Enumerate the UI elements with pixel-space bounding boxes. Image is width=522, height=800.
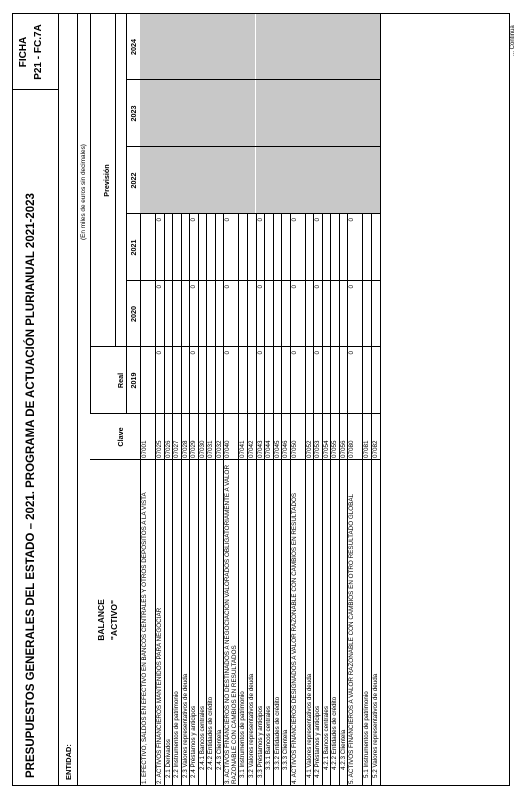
year-heading: 2019 xyxy=(129,372,138,389)
row-code: 07030 xyxy=(198,440,206,458)
shaded-cell xyxy=(273,14,282,80)
row-label: 4.2.2 Entidades de crédito xyxy=(331,696,339,770)
value-cell: 0 xyxy=(314,351,322,355)
shaded-cell xyxy=(281,147,290,214)
row-code: 07052 xyxy=(305,440,313,458)
row-label: 2.1 Derivados xyxy=(164,739,172,778)
row-code: 07055 xyxy=(331,440,339,458)
shaded-cell xyxy=(247,14,256,80)
shaded-cell xyxy=(223,147,238,214)
value-cell: 0 xyxy=(348,218,356,222)
shaded-cell xyxy=(290,14,305,80)
row-label: 4.1 Valores representativos de deuda xyxy=(305,673,313,778)
shaded-cell xyxy=(273,80,282,147)
shaded-cell xyxy=(140,14,155,80)
shaded-cell xyxy=(256,147,265,214)
shaded-cell xyxy=(172,147,181,214)
shaded-cell xyxy=(247,80,256,147)
row-label: 2.4.2 Entidades de crédito xyxy=(207,696,215,770)
shaded-cell xyxy=(164,80,173,147)
value-cell: 0 xyxy=(190,351,198,355)
year-heading: 2024 xyxy=(129,39,138,55)
shaded-cell xyxy=(198,80,207,147)
shaded-cell xyxy=(264,80,273,147)
value-cell: 0 xyxy=(348,351,356,355)
row-code: 07028 xyxy=(181,440,189,458)
shaded-cell xyxy=(238,14,247,80)
value-cell: 0 xyxy=(190,285,198,289)
shaded-cell xyxy=(362,147,371,214)
year-heading: 2021 xyxy=(129,239,138,256)
row-code: 07025 xyxy=(156,440,163,458)
shaded-cell xyxy=(189,147,198,214)
shaded-cell xyxy=(155,80,164,147)
row-code: 07042 xyxy=(247,440,255,458)
shaded-cell xyxy=(322,14,331,80)
shaded-cell xyxy=(223,80,238,147)
shaded-cell xyxy=(347,14,362,80)
year-heading: 2022 xyxy=(129,172,138,189)
shaded-cell xyxy=(371,80,380,147)
value-cell: 0 xyxy=(156,351,163,355)
shaded-cell xyxy=(330,80,339,147)
year-heading: 2023 xyxy=(129,105,138,122)
row-label: 2.4 Préstamos y anticipos xyxy=(190,705,198,778)
value-cell: 0 xyxy=(348,285,356,289)
row-code: 07045 xyxy=(273,440,281,458)
row-label: 3.1 Instrumentos de patrimonio xyxy=(239,691,247,778)
shaded-cell xyxy=(172,14,181,80)
row-code: 07054 xyxy=(322,440,330,458)
prevision-heading: Previsión xyxy=(102,164,111,197)
shaded-cell xyxy=(215,147,224,214)
shaded-cell xyxy=(339,80,348,147)
row-label: 4.2 Préstamos y anticipos xyxy=(314,705,322,778)
shaded-cell xyxy=(215,80,224,147)
shaded-cell xyxy=(198,14,207,80)
row-code: 07053 xyxy=(314,440,322,458)
balance-heading: BALANCE xyxy=(96,599,106,641)
value-cell: 0 xyxy=(290,218,298,222)
value-cell: 0 xyxy=(256,351,264,355)
shaded-cell xyxy=(206,14,215,80)
row-label: 3. ACTIVOS FINANCIEROS NO DESTINADOS A NEGOCIACIÓN VALORADOS OBLIGATORIAMENTE A VALOR RAZONABLE CON CAMBIOS EN RESULTADOS xyxy=(224,465,239,784)
shaded-cell xyxy=(155,147,164,214)
row-code: 07041 xyxy=(239,440,247,458)
shaded-cell xyxy=(140,147,155,214)
row-label: 3.3.1 Bancos centrales xyxy=(265,705,273,770)
shaded-cell xyxy=(347,80,362,147)
value-cell: 0 xyxy=(314,285,322,289)
row-code: 07050 xyxy=(290,440,298,458)
row-label: 2.4.1 Bancos centrales xyxy=(198,705,206,770)
shaded-cell xyxy=(256,80,265,147)
row-code: 07080 xyxy=(348,440,356,458)
row-code: 07032 xyxy=(215,440,223,458)
shaded-cell xyxy=(322,147,331,214)
shaded-cell xyxy=(362,80,371,147)
shaded-cell xyxy=(155,14,164,80)
row-code: 07082 xyxy=(372,440,379,458)
ficha-label: FICHA xyxy=(18,36,29,68)
shaded-cell xyxy=(256,14,265,80)
shaded-cell xyxy=(238,147,247,214)
shaded-cell xyxy=(189,14,198,80)
row-label: 5.1 Instrumentos de patrimonio xyxy=(363,691,371,778)
shaded-cell xyxy=(273,147,282,214)
units-note: (En miles de euros sin decimales) xyxy=(80,144,87,240)
row-label: 5. ACTIVOS FINANCIEROS A VALOR RAZONABLE CON CAMBIOS EN OTRO RESULTADO GLOBAL xyxy=(348,493,356,784)
row-label: 4.2.3 Clientela xyxy=(339,729,347,770)
row-label: 2.2 Instrumentos de patrimonio xyxy=(173,691,181,778)
shaded-cell xyxy=(371,147,380,214)
row-label: 1. EFECTIVO, SALDOS EN EFECTIVO EN BANCOS CENTRALES Y OTROS DEPÓSITOS A LA VISTA xyxy=(141,492,148,784)
shaded-cell xyxy=(215,14,224,80)
entidad-label: ENTIDAD: xyxy=(64,744,73,780)
shaded-cell xyxy=(181,147,190,214)
row-label: 3.3.3 Clientela xyxy=(282,729,290,770)
shaded-cell xyxy=(330,147,339,214)
shaded-cell xyxy=(322,80,331,147)
row-label: 3.3.2 Entidades de crédito xyxy=(273,696,281,770)
shaded-cell xyxy=(305,14,314,80)
shaded-cell xyxy=(264,147,273,214)
row-code: 07001 xyxy=(141,440,148,458)
value-cell: 0 xyxy=(156,218,163,222)
shaded-cell xyxy=(181,14,190,80)
row-label: 2.3 Valores representativos de deuda xyxy=(181,673,189,778)
shaded-cell xyxy=(264,14,273,80)
value-cell: 0 xyxy=(190,218,198,222)
row-label: 2.4.3 Clientela xyxy=(215,729,223,770)
value-cell: 0 xyxy=(224,285,232,289)
shaded-cell xyxy=(223,14,238,80)
row-label: 3.3 Préstamos y anticipos xyxy=(256,705,264,778)
year-heading: 2020 xyxy=(129,306,138,322)
shaded-cell xyxy=(281,14,290,80)
real-heading: Real xyxy=(116,372,125,389)
row-code: 07043 xyxy=(256,440,264,458)
page-title: PRESUPUESTOS GENERALES DEL ESTADO – 2021. PROGRAMA DE ACTUACIÓN PLURIANUAL 2021-2023 xyxy=(25,193,37,778)
row-code: 07031 xyxy=(207,440,215,458)
row-code: 07026 xyxy=(164,440,172,458)
row-label: 4.2.1 Bancos centrales xyxy=(322,705,330,770)
value-cell: 0 xyxy=(314,218,322,222)
shaded-cell xyxy=(371,14,380,80)
shaded-cell xyxy=(362,14,371,80)
shaded-cell xyxy=(164,147,173,214)
shaded-cell xyxy=(198,147,207,214)
value-cell: 0 xyxy=(156,285,163,289)
value-cell: 0 xyxy=(290,285,298,289)
shaded-cell xyxy=(305,80,314,147)
shaded-cell xyxy=(339,147,348,214)
shaded-cell xyxy=(313,14,322,80)
value-cell: 0 xyxy=(256,285,264,289)
row-label: 3.2 Valores representativos de deuda xyxy=(247,673,255,778)
row-code: 07081 xyxy=(363,440,371,458)
value-cell: 0 xyxy=(256,218,264,222)
shaded-cell xyxy=(313,80,322,147)
shaded-cell xyxy=(172,80,181,147)
shaded-cell xyxy=(339,14,348,80)
row-label: 2. ACTIVOS FINANCIEROS MANTENIDOS PARA NEGOCIAR xyxy=(156,607,163,784)
shaded-cell xyxy=(281,80,290,147)
shaded-cell xyxy=(347,147,362,214)
shaded-cell xyxy=(330,14,339,80)
shaded-cell xyxy=(290,80,305,147)
shaded-cell xyxy=(189,80,198,147)
clave-heading: Clave xyxy=(116,427,125,447)
shaded-cell xyxy=(305,147,314,214)
shaded-cell xyxy=(290,147,305,214)
row-label: 4. ACTIVOS FINANCIEROS DESIGNADOS A VALOR RAZONABLE CON CAMBIOS EN RESULTADOS xyxy=(290,492,298,784)
row-label: 5.2 Valores representativos de deuda xyxy=(372,673,379,778)
shaded-cell xyxy=(181,80,190,147)
shaded-cell xyxy=(164,14,173,80)
row-code: 07029 xyxy=(190,440,198,458)
shaded-cell xyxy=(140,80,155,147)
row-code: 07046 xyxy=(282,440,290,458)
shaded-cell xyxy=(206,80,215,147)
value-cell: 0 xyxy=(224,351,232,355)
value-cell: 0 xyxy=(224,218,232,222)
row-code: 07027 xyxy=(173,440,181,458)
shaded-cell xyxy=(206,147,215,214)
row-code: 07040 xyxy=(224,440,232,458)
continua-note: ... Continúa xyxy=(510,25,516,56)
row-code: 07056 xyxy=(339,440,347,458)
shaded-cell xyxy=(313,147,322,214)
ficha-code: P21 - FC.7A xyxy=(33,24,44,80)
shaded-cell xyxy=(238,80,247,147)
shaded-cell xyxy=(247,147,256,214)
value-cell: 0 xyxy=(290,351,298,355)
row-code: 07044 xyxy=(265,440,273,458)
activo-heading: "ACTIVO" xyxy=(109,599,119,641)
